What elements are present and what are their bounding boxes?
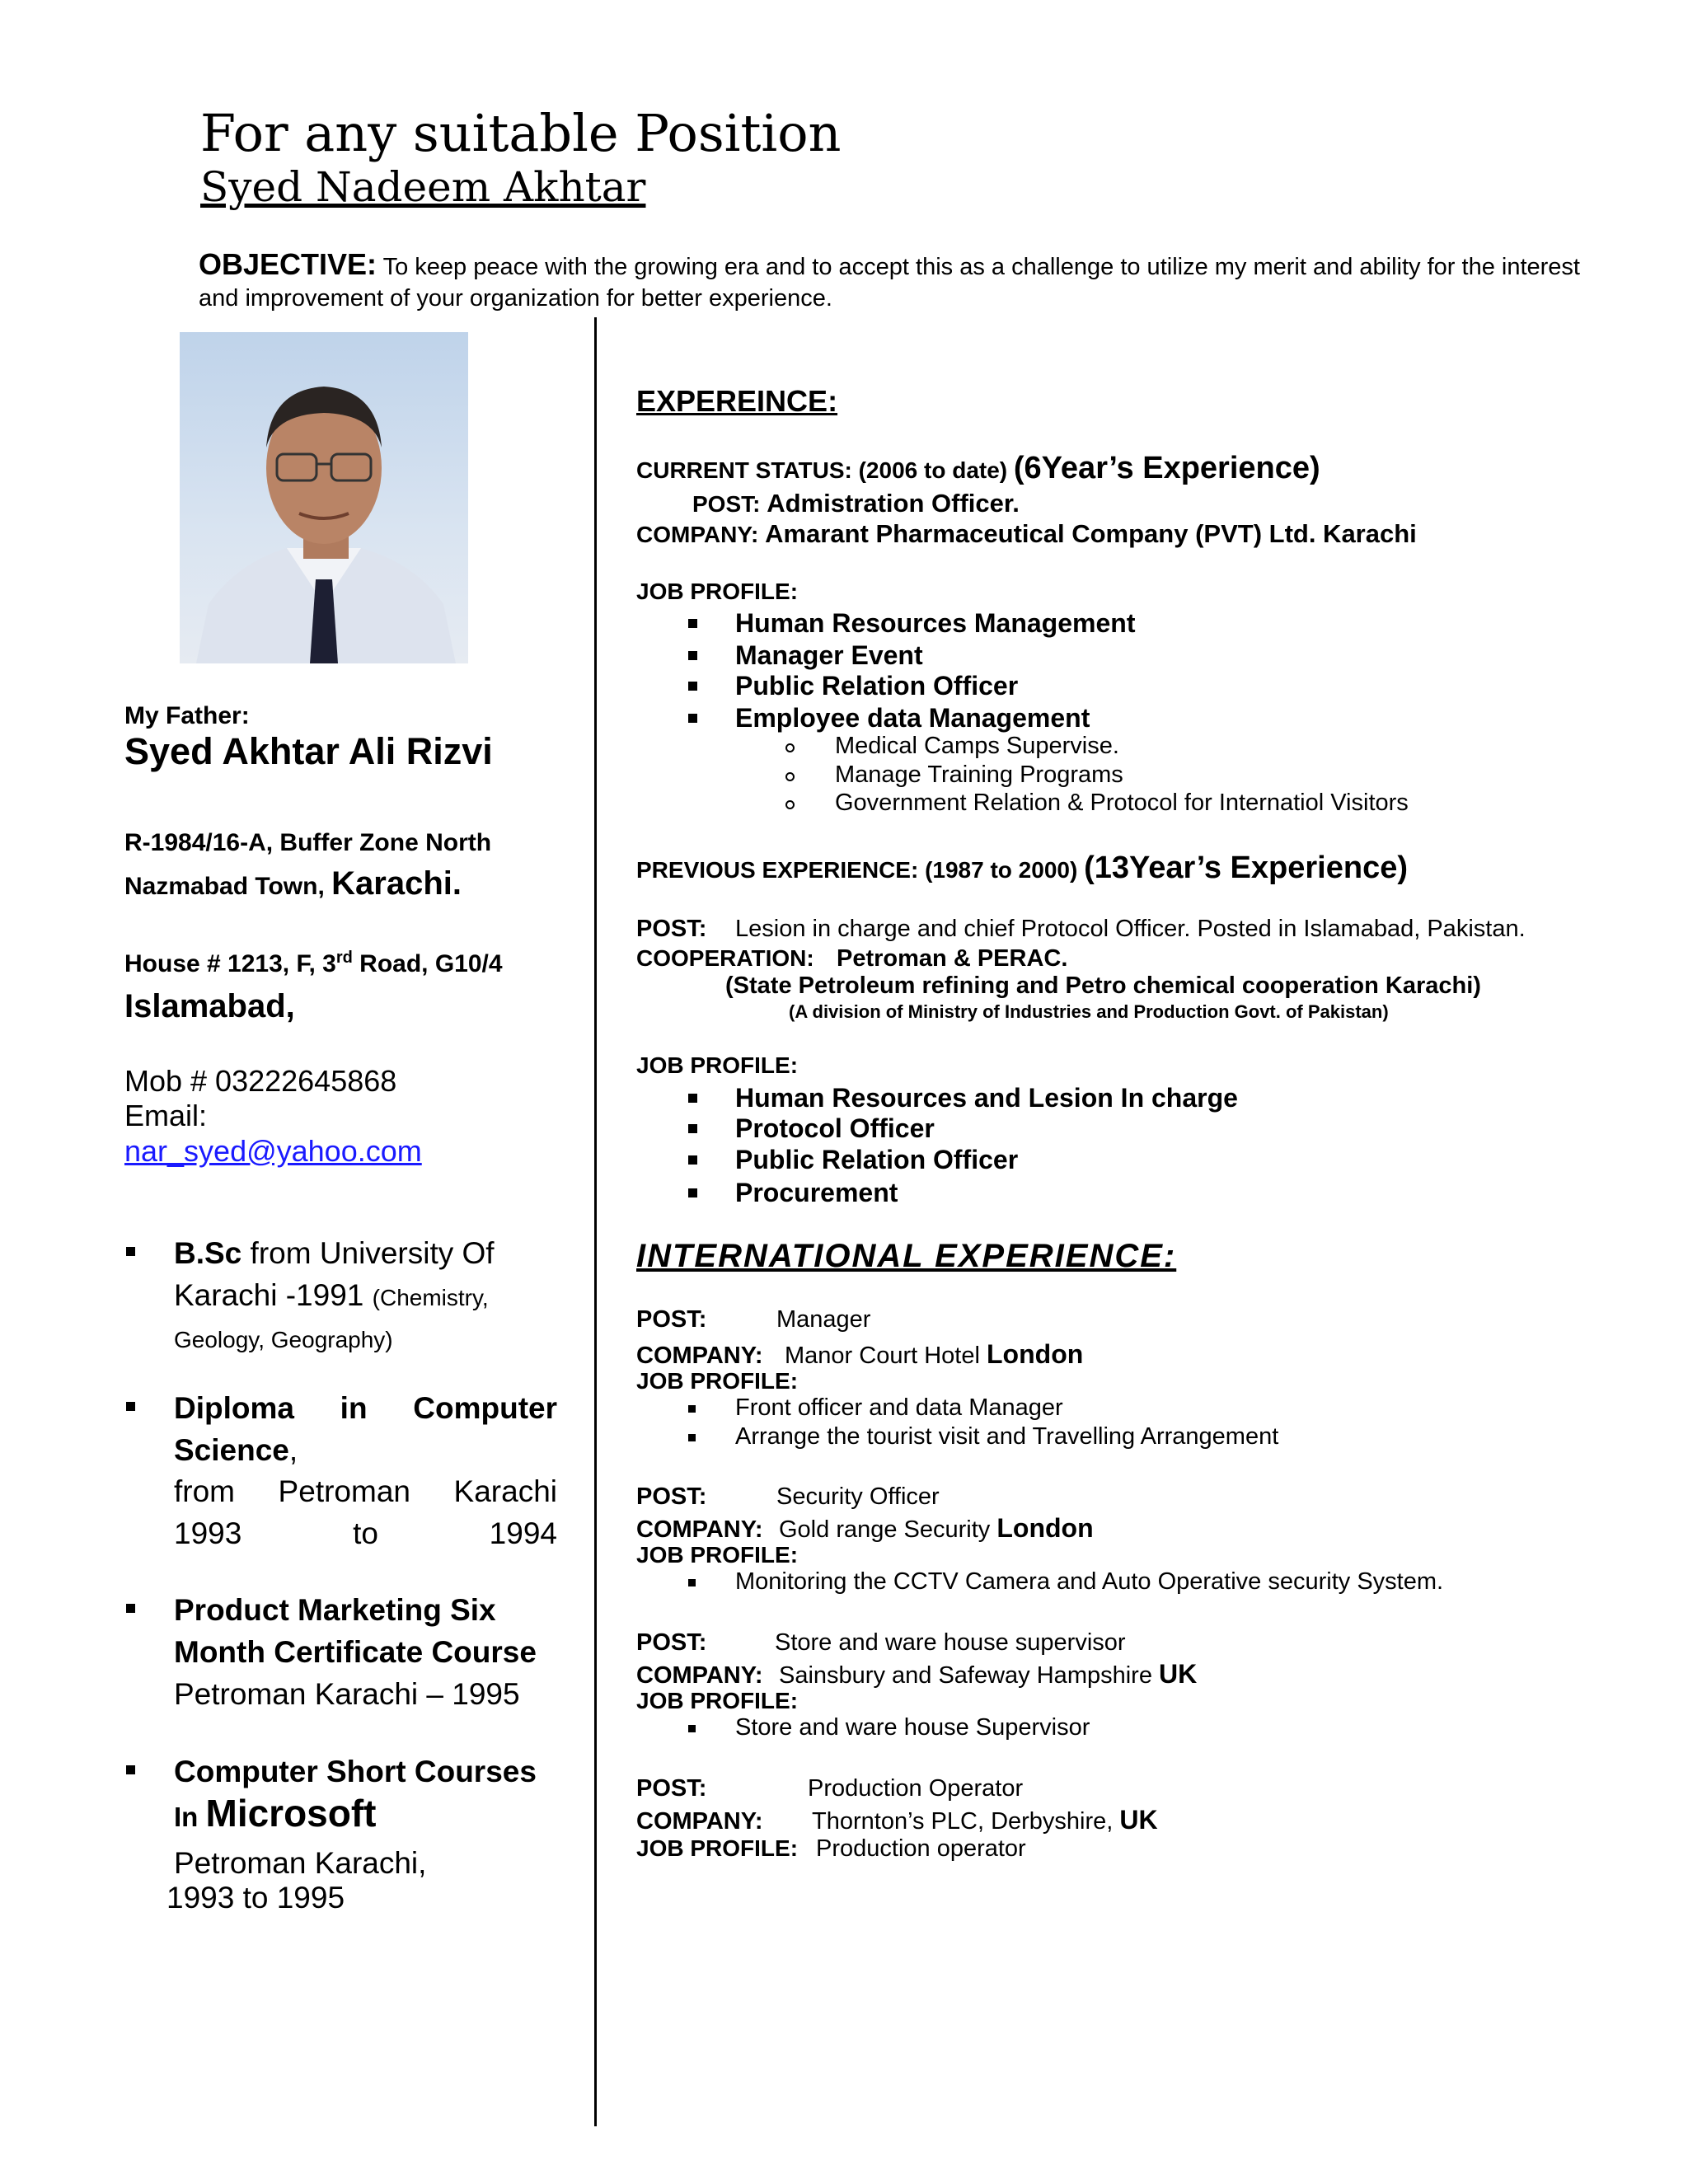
applicant-name: Syed Nadeem Akhtar [200, 163, 646, 211]
intl-company-label: COMPANY: [636, 1343, 763, 1369]
education-computer-institute: Petroman Karachi, [174, 1846, 427, 1880]
address-ordinal: rd [335, 949, 353, 967]
previous-post-value: Lesion in charge and chief Protocol Officer. Posted in Islamabad, Pakistan. [735, 916, 1526, 942]
intl-company-location: UK [1159, 1659, 1198, 1689]
intl-company-label: COMPANY: [636, 1808, 763, 1835]
intl-company [636, 1513, 1094, 1544]
intl-post-label: POST: [636, 1629, 707, 1656]
current-sub-item: Government Relation & Protocol for Internatiol Visitors [835, 790, 1409, 816]
previous-experience-years: (13Year’s Experience) [1084, 851, 1408, 885]
intl-company [636, 1659, 1197, 1690]
education-computer-in: In [174, 1802, 206, 1832]
address-karachi-line2 [124, 865, 462, 902]
previous-cooperation-label: COOPERATION: [636, 945, 814, 971]
intl-job-profile-label: JOB PROFILE: [636, 1835, 799, 1861]
bullet-icon [688, 1124, 697, 1133]
address-karachi-line1: R-1984/16-A, Buffer Zone North [124, 829, 492, 856]
intl-profile-item: Monitoring the CCTV Camera and Auto Operative security System. [735, 1568, 1444, 1595]
bullet-icon [688, 1094, 697, 1103]
current-job-profile-label: JOB PROFILE: [636, 579, 799, 604]
bullet-icon [688, 714, 697, 723]
bullet-icon [126, 1765, 135, 1774]
bullet-icon [688, 1579, 696, 1586]
previous-cooperation-detail: (State Petroleum refining and Petro chemical cooperation Karachi) [725, 972, 1481, 999]
education-computer-vendor: Microsoft [205, 1792, 377, 1835]
intl-post [636, 1629, 1126, 1657]
intl-post-value: Production Operator [808, 1775, 1024, 1802]
intl-job-profile-label: JOB PROFILE: [636, 1542, 799, 1568]
current-profile-item: Public Relation Officer [735, 671, 1019, 701]
intl-company-value: Gold range Security [779, 1516, 997, 1543]
intl-profile-value: Production operator [816, 1835, 1026, 1862]
intl-company-location: London [996, 1513, 1094, 1543]
portrait-illustration [180, 332, 468, 663]
current-status [636, 451, 1320, 486]
education-marketing-title: Product Marketing Six Month Certificate Course [174, 1593, 537, 1669]
objective-text: To keep peace with the growing era and to accept this as a challenge to utilize my merit and ability for the interest and improvement of your organization for better experience. [199, 254, 1580, 312]
bullet-icon [688, 1725, 696, 1732]
sub-bullet-icon [785, 743, 795, 752]
current-status-years: (6Year’s Experience) [1013, 451, 1320, 485]
sub-bullet-icon [785, 772, 795, 781]
intl-company-location: London [987, 1339, 1084, 1369]
intl-company [636, 1805, 1158, 1835]
father-label: My Father: [124, 702, 250, 729]
previous-job-profile-label: JOB PROFILE: [636, 1052, 799, 1078]
intl-job-profile-label: JOB PROFILE: [636, 1368, 799, 1394]
address-karachi-city: Karachi. [331, 865, 462, 902]
bullet-icon [688, 1434, 696, 1441]
intl-company-label: COMPANY: [636, 1662, 763, 1689]
bullet-icon [688, 619, 697, 628]
intl-company-label: COMPANY: [636, 1516, 763, 1543]
intl-post-label: POST: [636, 1306, 707, 1333]
previous-profile-item: Protocol Officer [735, 1113, 935, 1143]
education-diploma-title: Diploma in Computer Science [174, 1391, 557, 1467]
intl-company-location: UK [1119, 1805, 1158, 1835]
intl-post-value: Manager [776, 1306, 871, 1333]
intl-job-profile-inline [636, 1835, 1026, 1863]
intl-company-value: Manor Court Hotel [785, 1343, 987, 1369]
intl-post-value: Security Officer [776, 1483, 940, 1510]
previous-post [636, 916, 1526, 943]
current-profile-item: Human Resources Management [735, 608, 1136, 638]
intl-profile-item: Front officer and data Manager [735, 1394, 1063, 1421]
education-diploma-comma: , [288, 1433, 298, 1467]
mobile-number: Mob # 03222645868 [124, 1064, 397, 1098]
education-bsc-subjects: (Chemistry, Geology, Geography) [174, 1285, 489, 1352]
previous-cooperation-ministry: (A division of Ministry of Industries and Production Govt. of Pakistan) [789, 1001, 1389, 1022]
address-karachi-area: Nazmabad Town, [124, 873, 332, 900]
column-divider [594, 317, 597, 2126]
intl-post [636, 1775, 1023, 1802]
previous-experience-label: PREVIOUS EXPERIENCE: (1987 to 2000) [636, 857, 1085, 883]
current-sub-item: Manage Training Programs [835, 762, 1123, 788]
previous-experience [636, 851, 1408, 886]
education-computer-microsoft [174, 1793, 557, 1838]
bullet-icon [688, 1155, 697, 1165]
current-company-label: COMPANY: [636, 522, 766, 547]
bullet-icon [688, 651, 697, 660]
bullet-icon [688, 1405, 696, 1413]
bullet-icon [126, 1247, 135, 1256]
intl-company-value: Sainsbury and Safeway Hampshire [779, 1662, 1160, 1689]
education-computer-years: 1993 to 1995 [166, 1881, 345, 1915]
sub-bullet-icon [785, 800, 795, 809]
previous-profile-item: Public Relation Officer [735, 1145, 1019, 1174]
education-bsc-degree: B.Sc [174, 1236, 242, 1270]
current-post-value: Admistration Officer. [767, 489, 1020, 518]
previous-profile-item: Procurement [735, 1178, 898, 1207]
education-bsc [174, 1232, 557, 1358]
current-status-label: CURRENT STATUS: (2006 to date) [636, 457, 1014, 483]
current-sub-item: Medical Camps Supervise. [835, 733, 1119, 759]
intl-profile-item: Store and ware house Supervisor [735, 1714, 1090, 1741]
international-heading: INTERNATIONAL EXPERIENCE: [636, 1238, 1177, 1274]
objective-label: OBJECTIVE: [199, 247, 377, 281]
intl-post [636, 1306, 870, 1333]
email-label: Email: [124, 1099, 208, 1132]
bullet-icon [126, 1402, 135, 1411]
profile-photo [180, 332, 468, 663]
current-post-label: POST: [692, 491, 767, 517]
bullet-icon [688, 682, 697, 691]
bullet-icon [126, 1604, 135, 1613]
previous-cooperation [636, 945, 1067, 972]
intl-job-profile-label: JOB PROFILE: [636, 1688, 799, 1713]
intl-company-value: Thornton’s PLC, Derbyshire, [812, 1808, 1120, 1835]
current-post [692, 489, 1020, 518]
objective [199, 249, 1600, 314]
intl-profile-item: Arrange the tourist visit and Travelling Arrangement [735, 1423, 1279, 1450]
previous-post-label: POST: [636, 916, 707, 942]
address-islamabad-house: House # 1213, F, 3 [124, 950, 336, 977]
previous-profile-item: Human Resources and Lesion In charge [735, 1083, 1238, 1113]
intl-post [636, 1483, 940, 1511]
intl-company [636, 1339, 1083, 1370]
current-company-value: Amarant Pharmaceutical Company (PVT) Ltd. Karachi [765, 519, 1417, 548]
intl-post-label: POST: [636, 1775, 707, 1802]
previous-cooperation-value: Petroman & PERAC. [837, 945, 1068, 972]
address-islamabad-road: Road, G10/4 [352, 950, 503, 977]
education-marketing-institute: Petroman Karachi – 1995 [174, 1677, 520, 1711]
education-diploma [174, 1387, 557, 1471]
bullet-icon [688, 1188, 697, 1197]
current-company [636, 519, 1417, 549]
experience-heading: EXPEREINCE: [636, 384, 838, 418]
address-islamabad-line1 [124, 949, 503, 978]
education-diploma-institute: from Petroman Karachi 1993 to 1994 [174, 1474, 557, 1550]
father-name: Syed Akhtar Ali Rizvi [124, 730, 493, 772]
intl-post-value: Store and ware house supervisor [775, 1629, 1126, 1656]
intl-post-label: POST: [636, 1483, 707, 1510]
education-bsc-details: from University Of Karachi -1991 [174, 1236, 495, 1312]
current-profile-item: Manager Event [735, 640, 923, 670]
address-islamabad-city: Islamabad, [124, 988, 295, 1024]
page-title: For any suitable Position [200, 103, 842, 163]
education-computer-title: Computer Short Courses [174, 1755, 537, 1788]
email-link[interactable]: nar_syed@yahoo.com [124, 1134, 422, 1168]
current-profile-item: Employee data Management [735, 703, 1090, 733]
